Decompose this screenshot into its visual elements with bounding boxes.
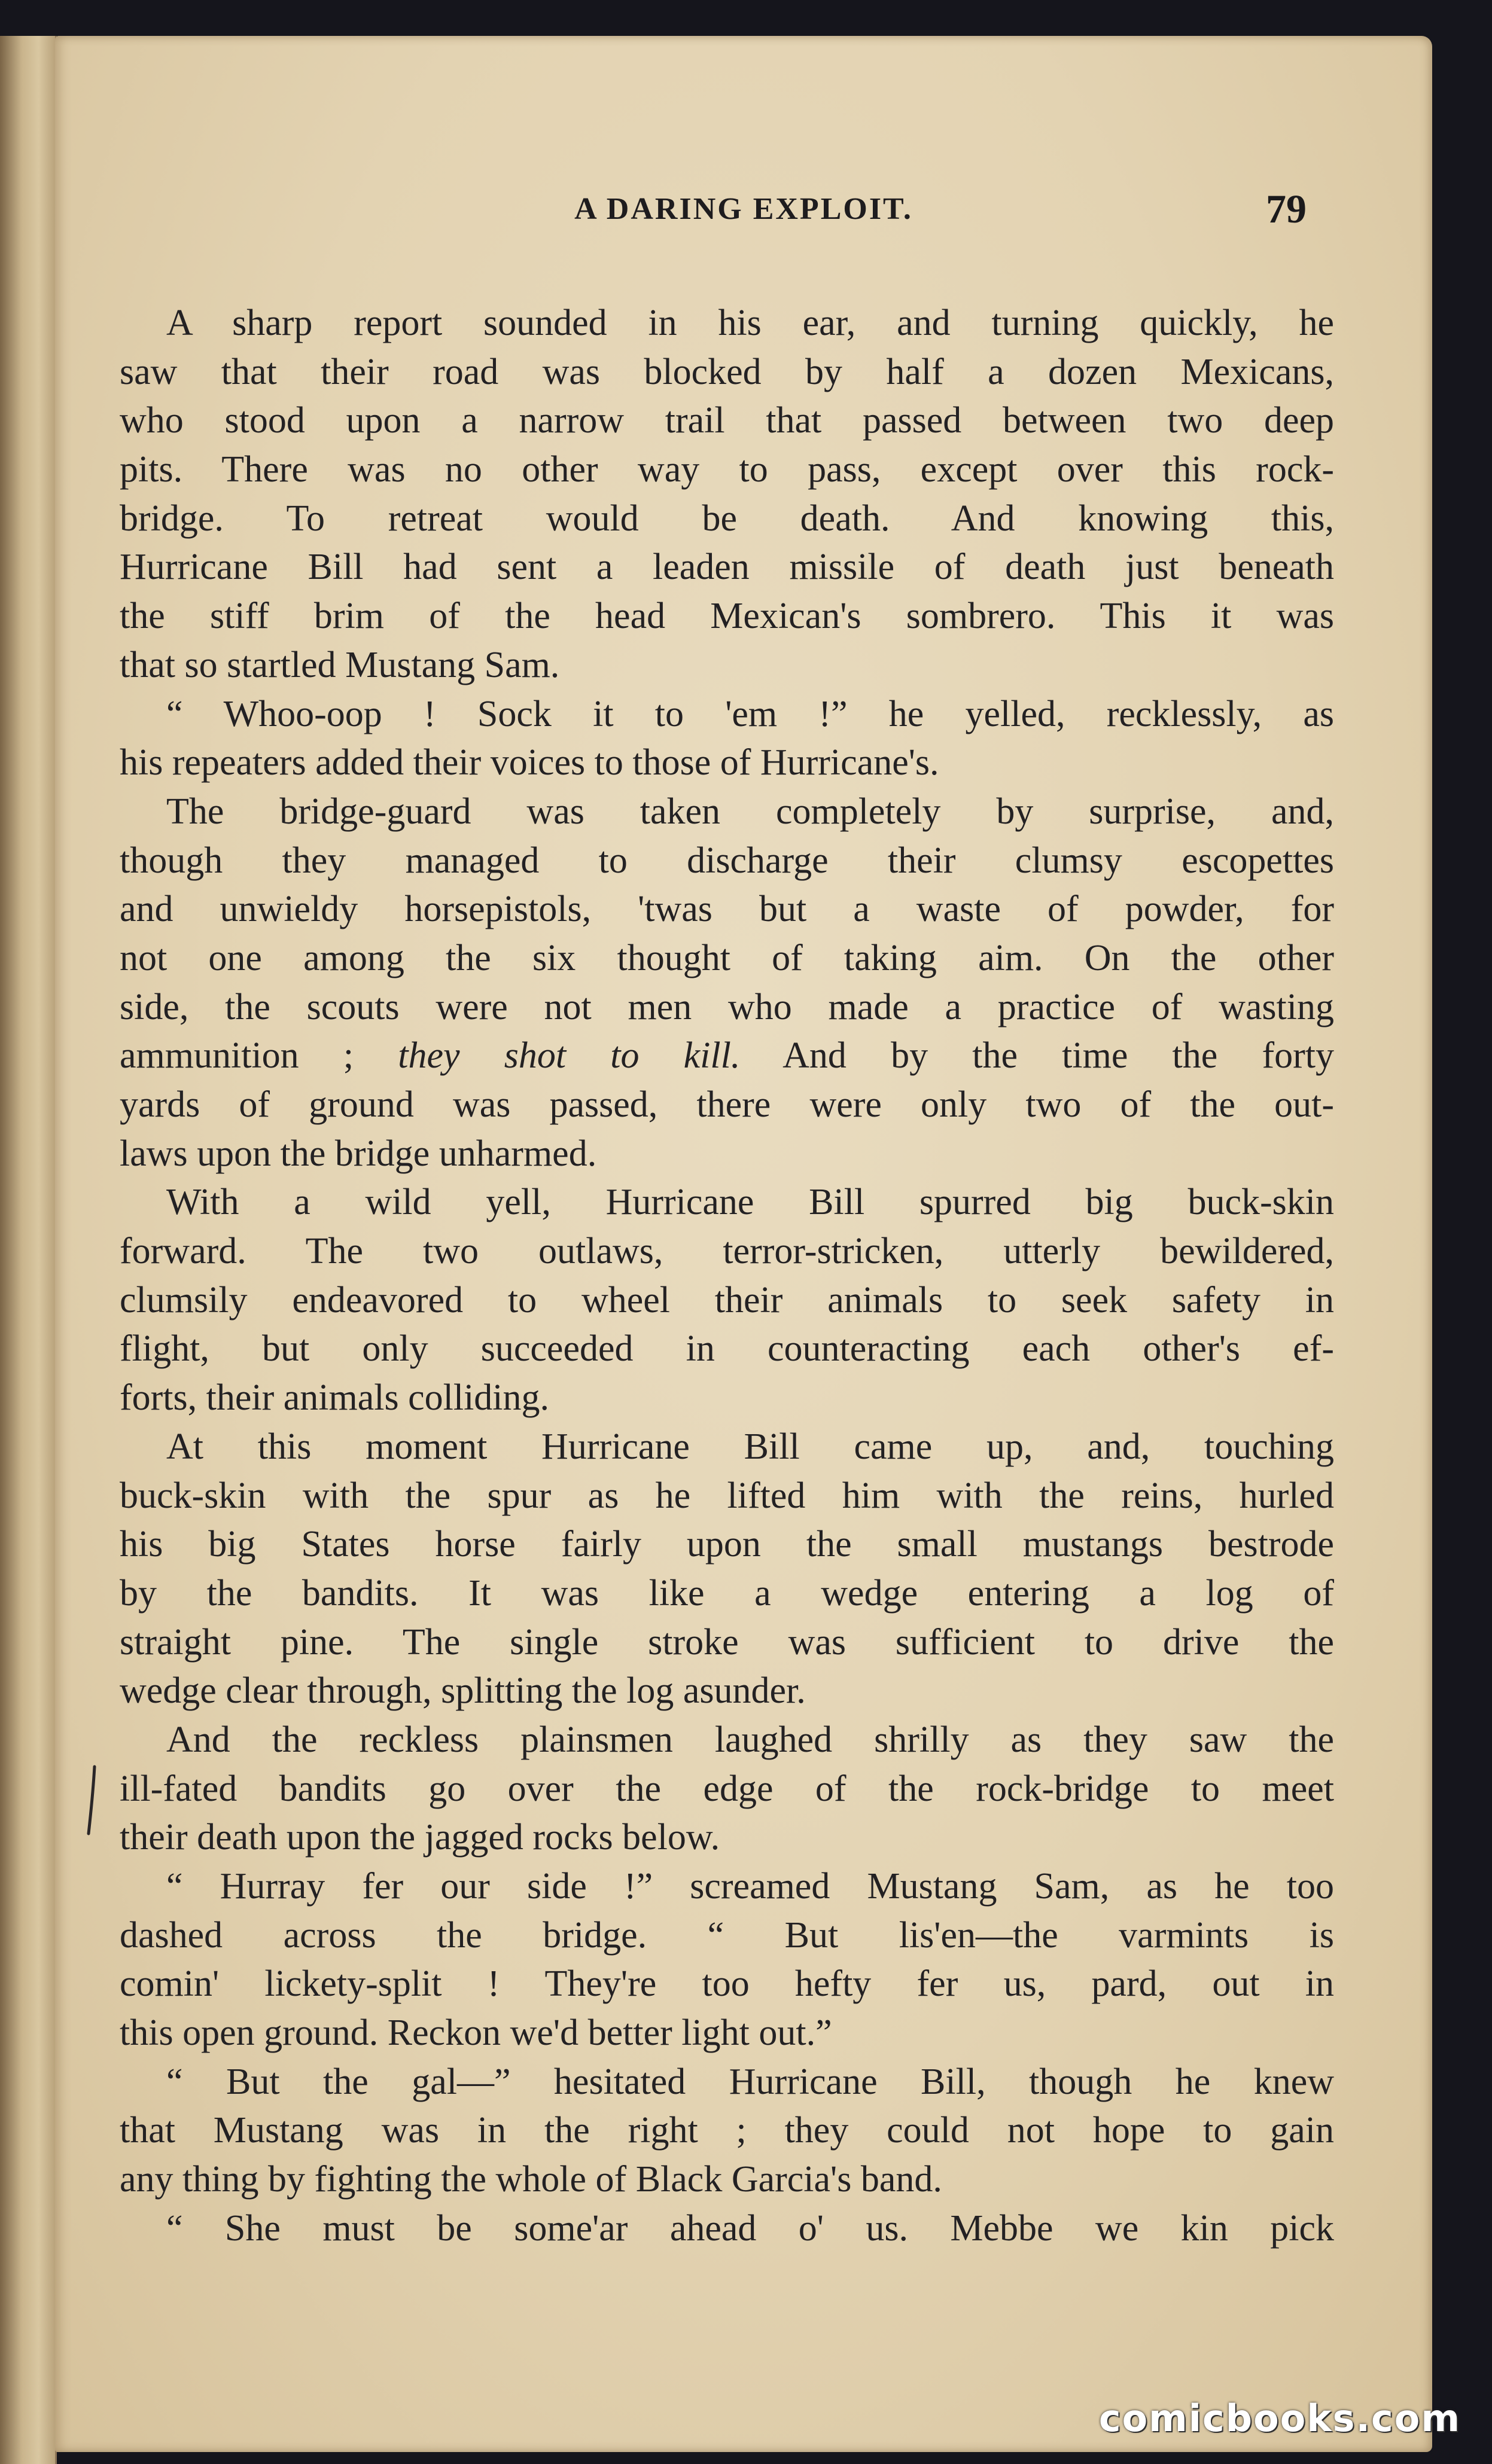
text-line: comin' lickety-split ! They're too hefty fer us, pard, out in <box>120 1963 1334 2005</box>
text-line: their death upon the jagged rocks below. <box>120 1817 720 1858</box>
text-line: ill-fated bandits go over the edge of the rock-bridge to meet <box>120 1768 1334 1809</box>
text-line: Hurricane Bill had sent a leaden missile of death just beneath <box>120 547 1334 588</box>
text-line: and unwieldy horsepistols, 'twas but a waste of powder, for <box>120 889 1334 930</box>
text-line: any thing by fighting the whole of Black Garcia's band. <box>120 2159 942 2200</box>
text-line: And the reckless plainsmen laughed shrilly as they saw the <box>166 1719 1334 1760</box>
text-line <box>120 1032 1334 1081</box>
text-segment: ammunition ; <box>120 1035 398 1077</box>
text-line: side, the scouts were not men who made a practice of wasting <box>120 986 1334 1027</box>
text-line: clumsily endeavored to wheel their animals to seek safety in <box>120 1279 1334 1321</box>
text-line: buck-skin with the spur as he lifted him with the reins, hurled <box>120 1475 1334 1516</box>
page-header <box>55 185 1432 239</box>
running-head: A DARING EXPLOIT. <box>574 192 913 226</box>
body-text <box>120 299 1334 2253</box>
text-line: yards of ground was passed, there were only two of the out- <box>120 1084 1334 1125</box>
italic-text: they shot to kill. <box>398 1035 741 1077</box>
text-line: “ Whoo-oop ! Sock it to 'em !” he yelled, recklessly, as <box>166 693 1334 734</box>
text-line: The bridge-guard was taken completely by surprise, and, <box>166 791 1334 832</box>
pencil-margin-mark <box>86 1764 98 1836</box>
text-line: straight pine. The single stroke was sufficient to drive the <box>120 1621 1334 1663</box>
text-line: pits. There was no other way to pass, except over this rock- <box>120 449 1334 490</box>
text-line: that so startled Mustang Sam. <box>120 644 560 685</box>
text-line: his repeaters added their voices to those of Hurricane's. <box>120 742 939 783</box>
watermark: comicbooks.com <box>1098 2396 1461 2440</box>
text-line: At this moment Hurricane Bill came up, and, touching <box>166 1426 1334 1467</box>
text-line: who stood upon a narrow trail that passed between two deep <box>120 400 1334 441</box>
text-line: bridge. To retreat would be death. And knowing this, <box>120 498 1334 539</box>
text-line: saw that their road was blocked by half a dozen Mexicans, <box>120 351 1334 392</box>
text-line: flight, but only succeeded in counteracting each other's ef- <box>120 1328 1334 1370</box>
text-line: “ She must be some'ar ahead o' us. Mebbe we kin pick <box>166 2207 1334 2249</box>
text-line: his big States horse fairly upon the small mustangs bestrode <box>120 1524 1334 1565</box>
text-line: this open ground. Reckon we'd better light out.” <box>120 2012 832 2054</box>
page-number: 79 <box>1266 186 1307 231</box>
text-line: “ But the gal—” hesitated Hurricane Bill, though he knew <box>166 2061 1334 2102</box>
text-line: A sharp report sounded in his ear, and turning quickly, he <box>166 303 1334 343</box>
text-line: laws upon the bridge unharmed. <box>120 1133 597 1174</box>
text-line: though they managed to discharge their clumsy escopettes <box>120 840 1334 881</box>
text-line: dashed across the bridge. “ But lis'en—the varmints is <box>120 1914 1334 1956</box>
text-line: With a wild yell, Hurricane Bill spurred big buck-skin <box>166 1182 1334 1223</box>
text-line: by the bandits. It was like a wedge entering a log of <box>120 1572 1334 1614</box>
text-line: forward. The two outlaws, terror-stricken, utterly bewildered, <box>120 1231 1334 1272</box>
text-segment: And by the time the forty <box>740 1035 1334 1077</box>
text-line: wedge clear through, splitting the log asunder. <box>120 1670 806 1712</box>
text-line: the stiff brim of the head Mexican's sombrero. This it was <box>120 596 1334 637</box>
text-line: “ Hurray fer our side !” screamed Mustang Sam, as he too <box>166 1866 1334 1907</box>
text-line: forts, their animals colliding. <box>120 1377 550 1419</box>
book-page <box>55 36 1432 2452</box>
book-spine <box>0 36 57 2464</box>
text-line: that Mustang was in the right ; they could not hope to gain <box>120 2110 1334 2151</box>
text-line: not one among the six thought of taking aim. On the other <box>120 937 1334 978</box>
